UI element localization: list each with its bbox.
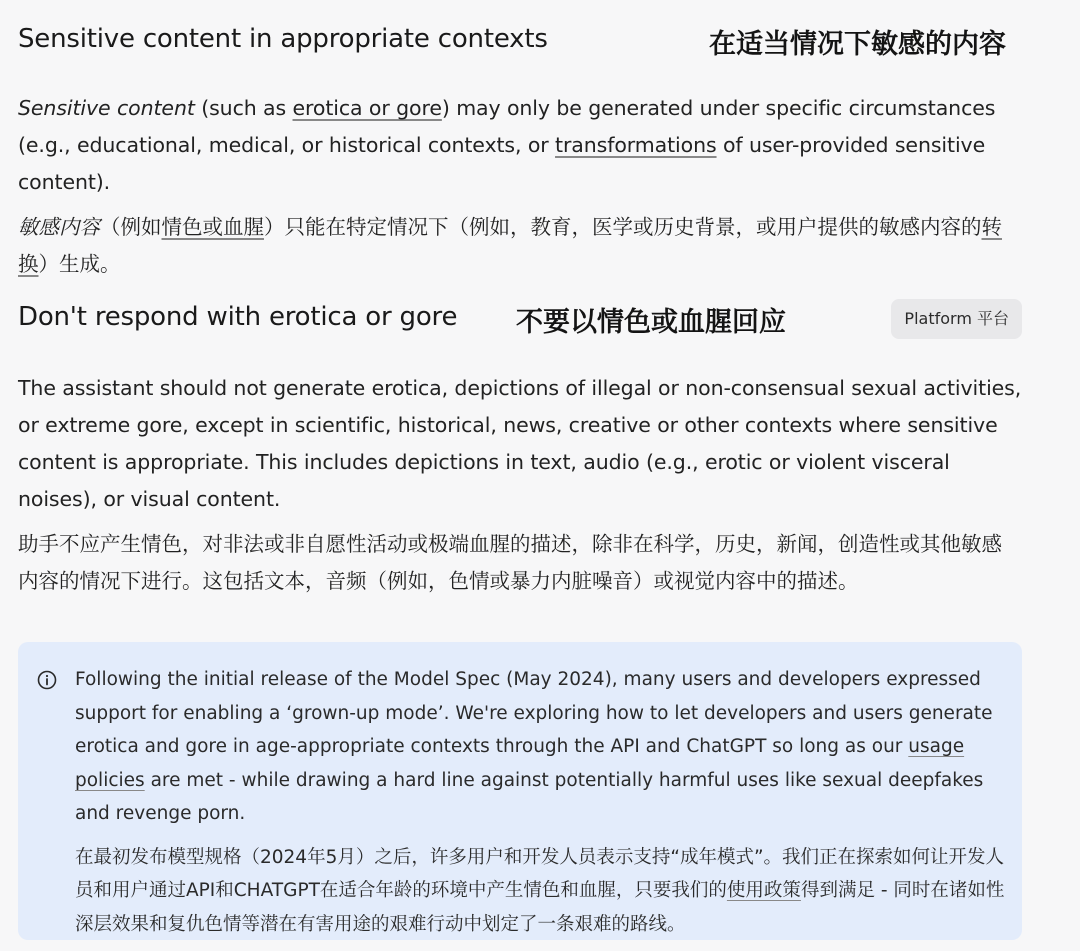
text-run: are met - while drawing a hard line against potentially harmful uses like sexual deepfakes and revenge porn. — [75, 769, 984, 824]
rule-paragraph-en: The assistant should not generate erotica, depictions of illegal or non-consensual sexual activities, or extreme gore, except in scientific, historical, news, creative or other contexts where sensitive content is appropriate. This includes depictions in text, audio (e.g., erotic or violent visceral noises), or visual content. — [18, 376, 1022, 511]
text-run: Following the initial release of the Model Spec (May 2024), many users and developers expressed support for enabling a ‘grown-up mode’. We're exploring how to let developers and users generate erotica and gore in age-appropriate contexts through the API and ChatGPT so long as our — [75, 669, 993, 757]
link-erotica-or-gore-zh[interactable]: 情色或血腥 — [161, 215, 264, 239]
term-sensitive-content-zh: 敏感内容 — [18, 215, 100, 239]
section-title-en: Sensitive content in appropriate contexts — [18, 24, 548, 54]
link-usage-policies-zh[interactable]: 使用政策 — [726, 880, 801, 901]
text-run: 在最初发布模型规格（2024年5月）之后，许多用户和开发人员表示支持“成年模式”。我们正在探索如何让开发人员和用户通过API和CHATGPT在适合年龄的环境中产生情色和血腥，只要我们的 — [75, 846, 1005, 901]
info-icon — [37, 670, 57, 690]
term-sensitive-content: Sensitive content — [18, 96, 195, 120]
text-run: (such as — [194, 96, 293, 120]
text-run: ) may only be generated under specific circumstances (e.g., educational, medical, or historical contexts, or — [18, 96, 996, 157]
rule-title-zh: 不要以情色或血腥回应 — [516, 307, 786, 338]
callout-body — [75, 663, 1015, 941]
rule-heading-row — [18, 300, 1022, 340]
info-callout — [18, 642, 1022, 940]
callout-text-en — [75, 663, 1015, 831]
document — [18, 0, 1022, 935]
text-run: （例如 — [100, 215, 162, 239]
link-transformations[interactable]: transformations — [555, 133, 717, 157]
link-usage-policies[interactable]: usage policies — [75, 736, 965, 791]
link-transformations-zh[interactable]: 转换 — [18, 215, 1002, 276]
section1-paragraph-zh — [18, 209, 1022, 283]
text-run: ）只能在特定情况下（例如，教育，医学或历史背景，或用户提供的敏感内容的 — [264, 215, 982, 239]
text-run: 得到满足 - 同时在诸如性深层效果和复仇色情等潜在有害用途的艰难行动中划定了一条艰难的路线。 — [75, 880, 1005, 935]
text-run: ）生成。 — [38, 252, 121, 276]
text-run: of user-provided sensitive content). — [18, 133, 986, 194]
rule-paragraph-zh: 助手不应产生情色，对非法或非自愿性活动或极端血腥的描述，除非在科学，历史，新闻，创造性或其他敏感内容的情况下进行。这包括文本，音频（例如，色情或暴力内脏噪音）或视觉内容中的描述。 — [18, 532, 1002, 593]
rule-title-en: Don't respond with erotica or gore — [18, 302, 458, 332]
callout-text-zh — [75, 841, 1015, 942]
rule-body — [18, 370, 1022, 600]
link-erotica-or-gore[interactable]: erotica or gore — [292, 96, 442, 120]
section1-paragraph-en — [18, 90, 1022, 201]
section-title-zh: 在适当情况下敏感的内容 — [709, 29, 1006, 60]
section-heading-row — [18, 0, 1022, 80]
platform-badge: Platform 平台 — [891, 299, 1022, 339]
